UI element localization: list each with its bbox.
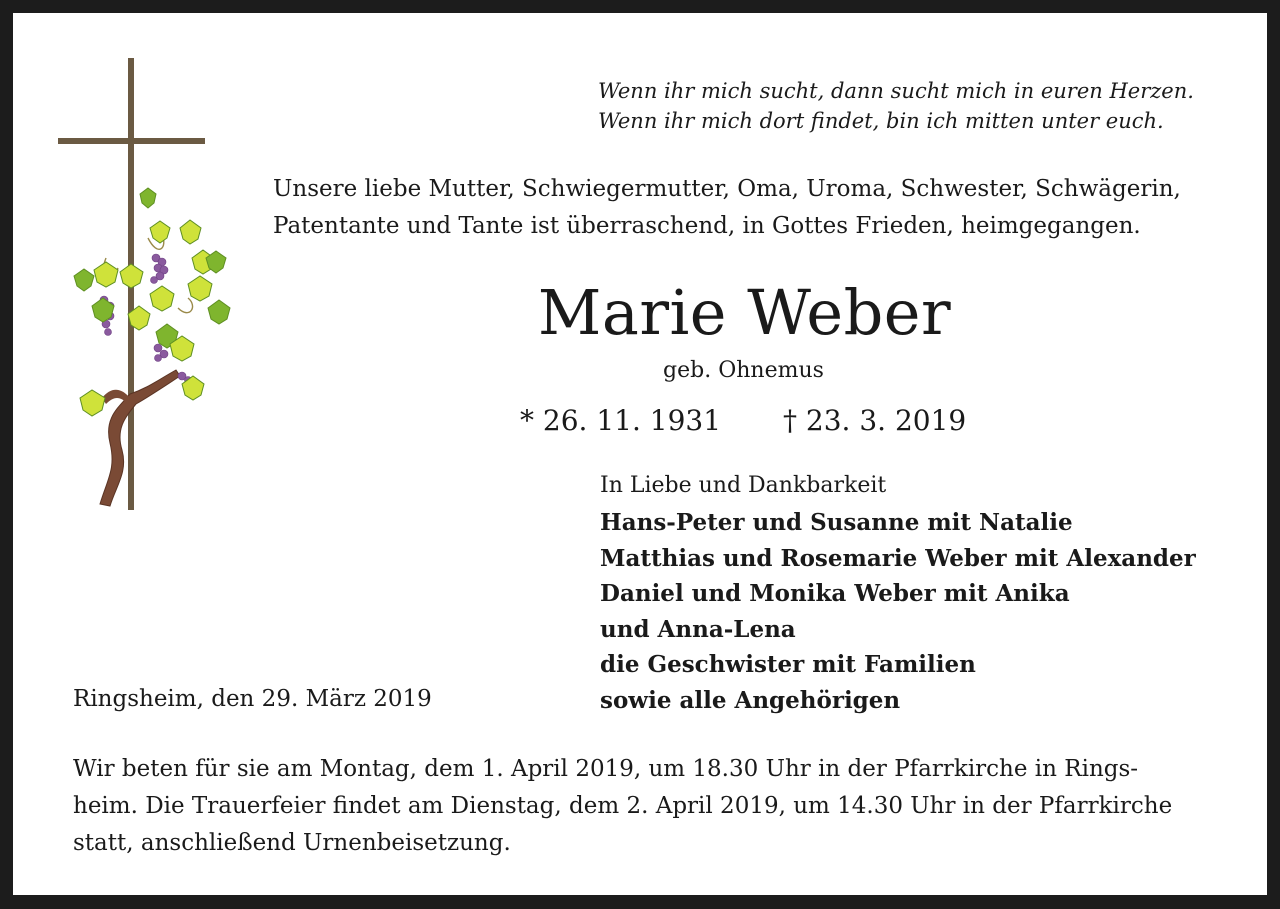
intro-text: [273, 171, 1253, 245]
service-line: heim. Die Trauerfeier findet am Dienstag, dem 2. April 2019, um 14.30 Uhr in der Pfarrkirche: [73, 793, 1173, 819]
list-item: Matthias und Rosemarie Weber mit Alexander: [600, 544, 1196, 572]
mourners-list: [600, 505, 1196, 718]
list-item: sowie alle Angehörigen: [600, 686, 901, 714]
verse-line: Wenn ihr mich sucht, dann sucht mich in euren Herzen.: [598, 79, 1194, 103]
death-date: † 23. 3. 2019: [783, 404, 967, 437]
service-line: Wir beten für sie am Montag, dem 1. April 2019, um 18.30 Uhr in der Pfarrkirche in Rings-: [73, 756, 1139, 782]
service-info: [73, 751, 1243, 862]
list-item: Hans-Peter und Susanne mit Natalie: [600, 509, 1073, 536]
list-item: und Anna-Lena: [600, 615, 796, 643]
place-date: Ringsheim, den 29. März 2019: [73, 686, 432, 712]
mourners-intro: In Liebe und Dankbarkeit: [600, 473, 887, 498]
list-item: die Geschwister mit Familien: [600, 651, 976, 678]
obituary-card: [13, 13, 1267, 895]
birth-date: * 26. 11. 1931: [520, 404, 722, 437]
deceased-name: Marie Weber: [537, 276, 952, 349]
maiden-name: geb. Ohnemus: [663, 358, 824, 383]
list-item: Daniel und Monika Weber mit Anika: [600, 580, 1070, 607]
service-line: statt, anschließend Urnenbeisetzung.: [73, 830, 511, 856]
intro-line: Patentante und Tante ist überraschend, in Gottes Frieden, heimgegangen.: [273, 213, 1141, 239]
verse: [598, 76, 1258, 136]
verse-line: Wenn ihr mich dort findet, bin ich mitten unter euch.: [598, 109, 1164, 133]
intro-line: Unsere liebe Mutter, Schwiegermutter, Oma, Uroma, Schwester, Schwägerin,: [273, 176, 1181, 202]
